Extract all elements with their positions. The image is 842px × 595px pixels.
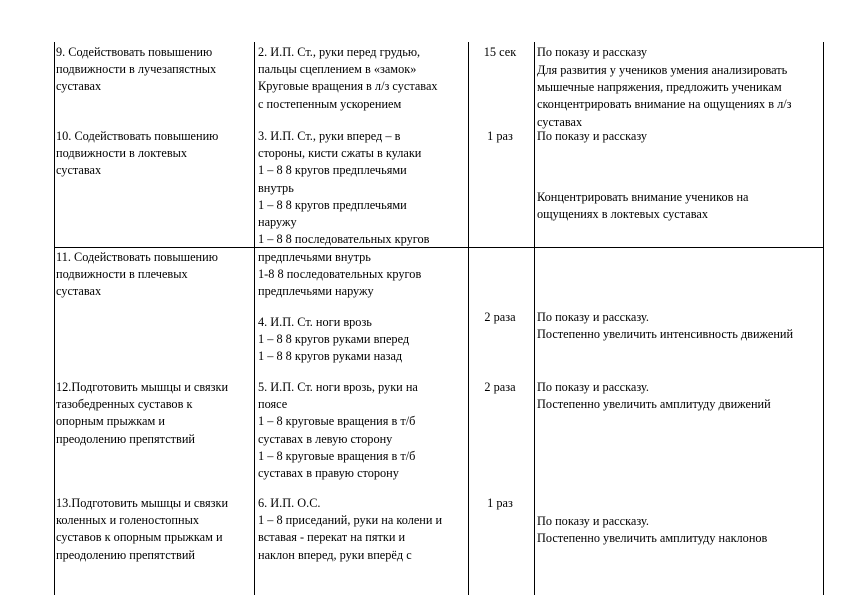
column-divider-2 bbox=[468, 42, 469, 595]
exercise-cell-5: 5. И.П. Ст. ноги врозь, руки на поясе 1 – 8 круговые вращения в т/б суставах в левую сторону 1 – 8 круговые вращения в т/б суставах в правую сторону bbox=[258, 380, 418, 481]
exercise-cell-3: 3. И.П. Ст., руки вперед – в стороны, кисти сжаты в кулаки 1 – 8 8 кругов предплечьями внутрь 1 – 8 8 кругов предплечьями наружу 1 – 8 8 последовательных кругов bbox=[258, 129, 430, 247]
exercise-cell-4: 4. И.П. Ст. ноги врозь 1 – 8 8 кругов руками вперед 1 – 8 8 кругов руками назад bbox=[258, 315, 410, 364]
dose-cell-row5: 1 раз bbox=[487, 496, 513, 510]
dose-cell-row4: 2 раза bbox=[484, 380, 516, 394]
method-cell-row5: По показу и рассказу. Постепенно увеличить амплитуду наклонов bbox=[537, 514, 768, 546]
method-cell-row4: По показу и рассказу. Постепенно увеличить амплитуду движений bbox=[537, 380, 771, 412]
guidance-cell-row2: Концентрировать внимание учеников на ощущениях в локтевых суставах bbox=[537, 190, 749, 222]
exercise-cell-2: 2. И.П. Ст., руки перед грудью, пальцы сцеплением в «замок» Круговые вращения в л/з суставах с постепенным ускорением bbox=[258, 45, 438, 111]
guidance-cell-row1: Для развития у учеников умения анализировать мышечные напряжения, предложить ученикам сконцентрировать внимание на ощущениях в л/з суставах bbox=[537, 63, 792, 129]
column-divider-3 bbox=[534, 42, 535, 595]
method-cell-row3: По показу и рассказу. Постепенно увеличить интенсивность движений bbox=[537, 310, 794, 342]
table-border-left bbox=[54, 42, 55, 595]
exercise-continuation-cell: предплечьями внутрь 1-8 8 последовательных кругов предплечьями наружу bbox=[258, 250, 422, 299]
dose-cell-row2: 1 раз bbox=[487, 129, 513, 143]
task-cell-11: 11. Содействовать повышению подвижности в плечевых суставах bbox=[56, 250, 218, 299]
method-cell-row2: По показу и рассказу bbox=[537, 129, 648, 143]
task-cell-10: 10. Содействовать повышению подвижности в локтевых суставах bbox=[56, 129, 219, 178]
task-cell-12: 12.Подготовить мышцы и связки тазобедренных суставов к опорным прыжкам и преодолению препятствий bbox=[56, 380, 229, 446]
dose-cell-row3: 2 раза bbox=[484, 310, 516, 324]
exercise-cell-6: 6. И.П. О.С. 1 – 8 приседаний, руки на колени и вставая - перекат на пятки и наклон вперед, руки вперёд с bbox=[258, 496, 443, 562]
column-divider-1 bbox=[254, 42, 255, 595]
task-cell-13: 13.Подготовить мышцы и связки коленных и голеностопных суставов к опорным прыжкам и преодолению препятствий bbox=[56, 496, 229, 562]
task-cell-9: 9. Содействовать повышению подвижности в лучезапястных суставах bbox=[56, 45, 217, 94]
dose-cell-row1: 15 сек bbox=[483, 45, 517, 59]
method-cell-row1: По показу и рассказу bbox=[537, 45, 648, 59]
